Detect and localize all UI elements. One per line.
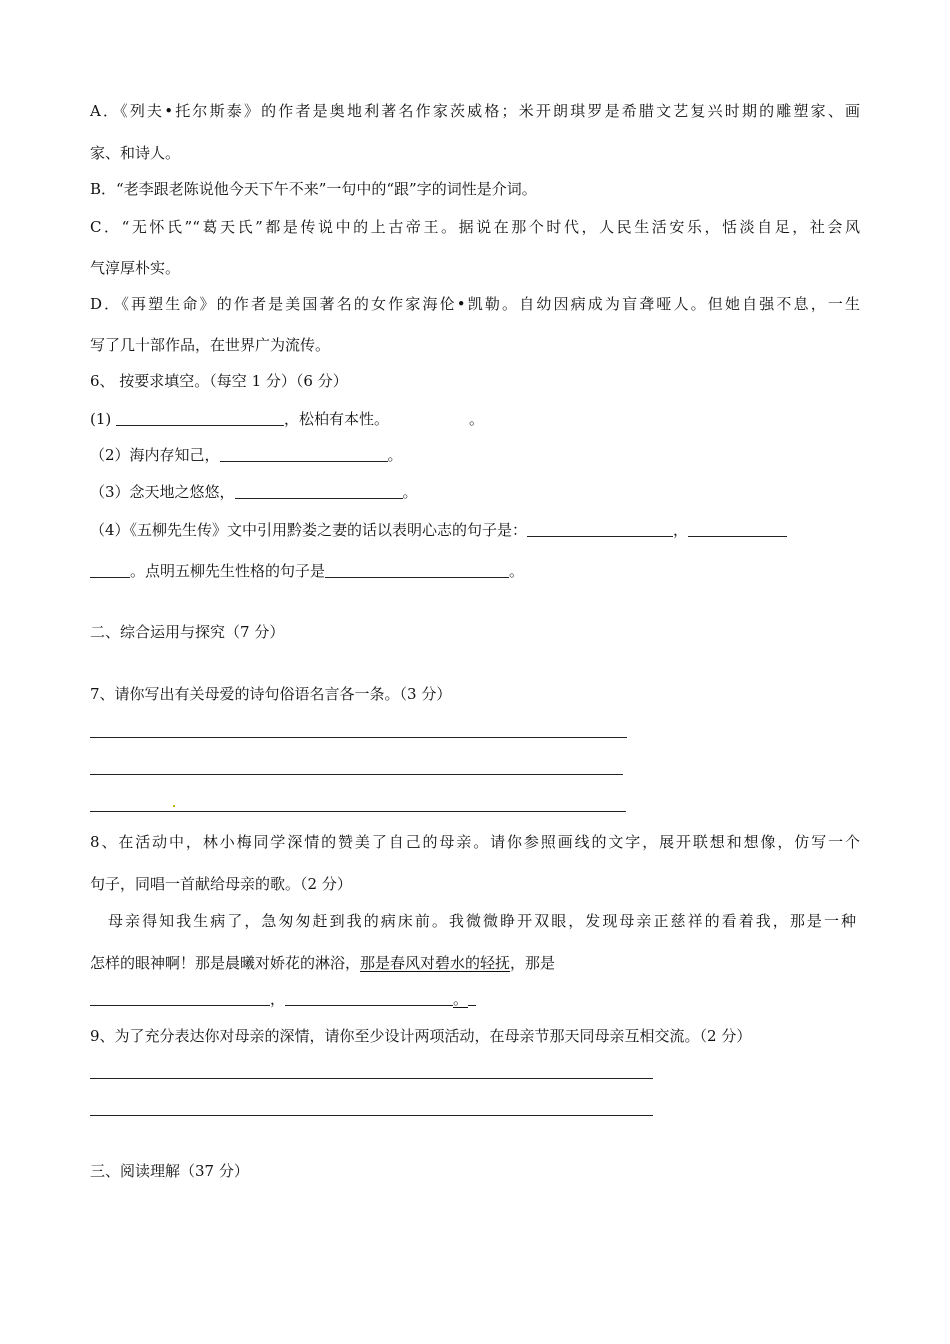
section-2-heading: 二、综合运用与探究（7 分） xyxy=(90,623,285,641)
option-a-line2: 家、和诗人。 xyxy=(90,144,181,162)
q6-1-prefix: (1) xyxy=(90,410,117,428)
q8-answer-tail xyxy=(468,990,476,1006)
q6-3-suffix: 。 xyxy=(402,483,418,501)
q7-answer-line-1[interactable] xyxy=(90,737,627,738)
q6-item-3 xyxy=(90,482,418,502)
q9-answer-line-2[interactable] xyxy=(90,1115,653,1116)
option-c-line1: C．“无怀氏”“葛天氏”都是传说中的上古帝王。据说在那个时代，人民生活安乐，恬淡自足，社会风 xyxy=(90,218,860,236)
option-d-line2: 写了几十部作品，在世界广为流传。 xyxy=(90,336,331,354)
q8-passage-line-1: 母亲得知我生病了，急匆匆赶到我的病床前。我微微睁开双眼，发现母亲正慈祥的看着我，那是一种 xyxy=(108,912,856,930)
option-a-line1: A．《列夫•托尔斯泰》的作者是奥地利著名作家茨威格；米开朗琪罗是希腊文艺复兴时期的雕塑家、画 xyxy=(90,102,860,120)
q6-item-2 xyxy=(90,445,403,465)
q6-4b-mid: 。点明五柳先生性格的句子是 xyxy=(130,562,326,580)
q6-4-blank-1[interactable] xyxy=(527,521,673,537)
q8-passage-line-2 xyxy=(90,953,555,973)
q7-title: 7、请你写出有关母爱的诗句俗语名言各一条。（3 分） xyxy=(90,685,452,703)
q6-1-tail: 。 xyxy=(469,410,485,428)
q6-4-comma: ， xyxy=(673,521,689,539)
q8-underlined-example: 那是春风对碧水的轻抚 xyxy=(360,954,511,972)
q6-2-blank[interactable] xyxy=(220,446,388,462)
option-c-line2: 气淳厚朴实。 xyxy=(90,259,181,277)
q7-answer-line-2[interactable] xyxy=(90,774,623,775)
q6-title: 6、 按要求填空。（每空 1 分）（6 分） xyxy=(90,372,348,390)
q6-1-suffix: ，松柏有本性。 xyxy=(284,410,390,428)
q6-4b-end: 。 xyxy=(509,562,525,580)
q8-line-2: 句子，同唱一首献给母亲的歌。（2 分） xyxy=(90,875,352,893)
q9-answer-line-1[interactable] xyxy=(90,1078,653,1079)
q8-line-1: 8、在活动中，林小梅同学深情的赞美了自己的母亲。请你参照画线的文字，展开联想和想像，仿写一个 xyxy=(90,833,860,851)
q8-answer-comma: ， xyxy=(270,990,286,1008)
q6-4-prefix: （4）《五柳先生传》文中引用黔娄之妻的话以表明心志的句子是： xyxy=(90,521,528,539)
q9-title: 9、为了充分表达你对母亲的深情，请你至少设计两项活动，在母亲节那天同母亲互相交流。（2 分） xyxy=(90,1027,752,1045)
q8-answer-blank-1[interactable] xyxy=(90,990,270,1006)
q6-2-prefix: （2）海内存知己， xyxy=(90,446,220,464)
q6-item-1 xyxy=(90,409,484,429)
q7-answer-line-3[interactable] xyxy=(90,811,626,812)
q6-3-prefix: （3）念天地之悠悠， xyxy=(90,483,235,501)
q8-answer-line xyxy=(90,989,476,1009)
q8-answer-end: 。 xyxy=(453,990,469,1008)
q6-item-4-cont xyxy=(90,561,524,581)
q6-2-suffix: 。 xyxy=(387,446,403,464)
q6-item-4 xyxy=(90,520,787,540)
q6-3-blank[interactable] xyxy=(235,483,403,499)
q6-1-blank[interactable] xyxy=(116,410,284,426)
q6-4-blank-2b[interactable] xyxy=(90,562,130,578)
q6-4-blank-2a[interactable] xyxy=(688,521,787,537)
q8-passage-text: 怎样的眼神啊！那是晨曦对娇花的淋浴， xyxy=(90,954,361,972)
option-d-line1: D．《再塑生命》的作者是美国著名的女作家海伦•凯勒。自幼因病成为盲聋哑人。但她自强不息，一生 xyxy=(90,295,860,313)
q8-passage-text-2: ，那是 xyxy=(510,954,556,972)
q8-answer-blank-2[interactable] xyxy=(285,990,453,1006)
option-b-line1: B．“老李跟老陈说他今天下午不来”一句中的“跟”字的词性是介词。 xyxy=(90,180,537,198)
section-3-heading: 三、阅读理解（37 分） xyxy=(90,1162,249,1180)
ink-dot xyxy=(173,805,175,807)
q6-4-blank-3[interactable] xyxy=(325,562,509,578)
